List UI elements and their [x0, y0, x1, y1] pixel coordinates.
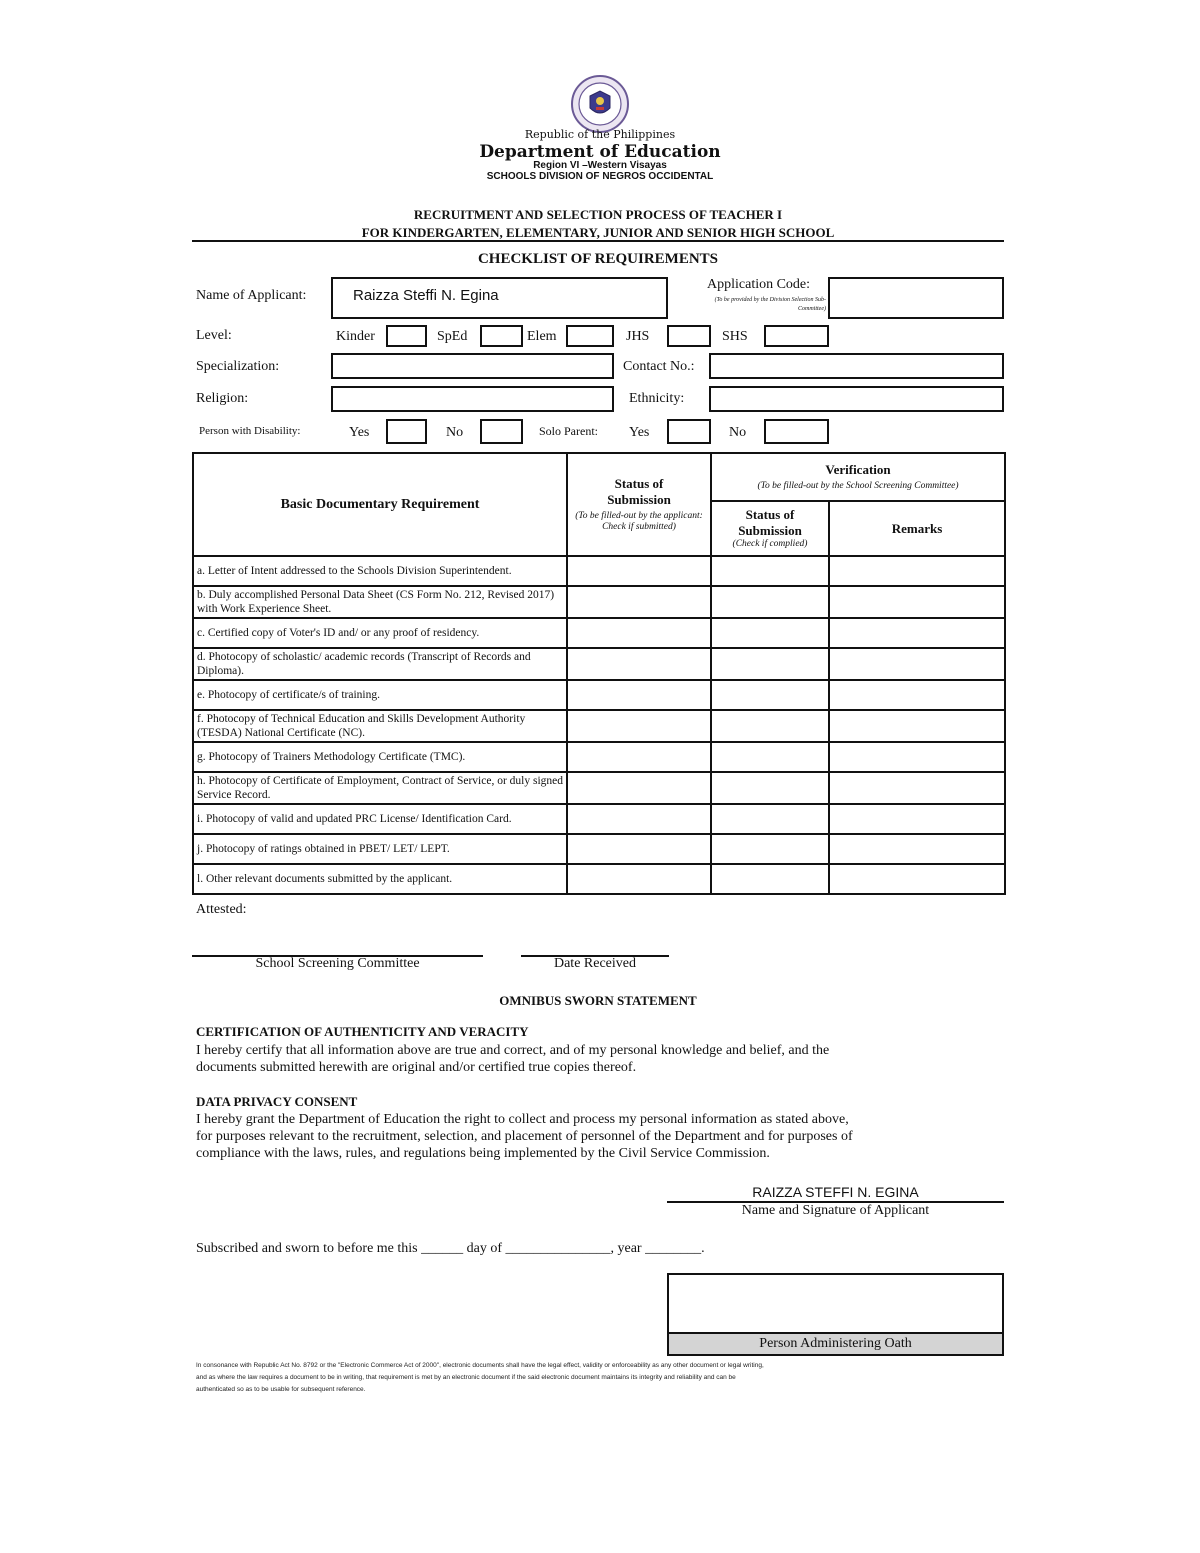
verification-status-cell[interactable] — [711, 710, 829, 742]
title-line-2: FOR KINDERGARTEN, ELEMENTARY, JUNIOR AND SENIOR HIGH SCHOOL — [361, 225, 835, 240]
privacy-heading: DATA PRIVACY CONSENT — [196, 1094, 358, 1109]
verification-status-cell[interactable] — [711, 864, 829, 894]
specialization-field[interactable] — [331, 353, 614, 379]
religion-field[interactable] — [331, 386, 614, 412]
applicant-signature-name: RAIZZA STEFFI N. EGINA — [752, 1184, 919, 1200]
level-sped-label: SpEd — [437, 329, 468, 344]
contact-label: Contact No.: — [623, 359, 695, 374]
solo-yes-box[interactable] — [667, 419, 711, 444]
attested-label: Attested: — [196, 902, 247, 917]
privacy-line-2: for purposes relevant to the recruitment, selection, and placement of personnel of the Department and for purposes of — [196, 1129, 853, 1144]
ethnicity-label: Ethnicity: — [629, 391, 685, 406]
republic-text: Republic of the Philippines — [524, 128, 676, 141]
applicant-status-cell[interactable] — [567, 586, 711, 618]
cert-line-1: I hereby certify that all information above are true and correct, and of my personal knowledge and belief, and the — [196, 1043, 830, 1058]
verification-status-cell[interactable] — [711, 772, 829, 804]
applicant-status-cell[interactable] — [567, 556, 711, 586]
applicant-status-cell[interactable] — [567, 772, 711, 804]
applicant-status-cell[interactable] — [567, 804, 711, 834]
applicant-status-cell[interactable] — [567, 864, 711, 894]
verification-status-cell[interactable] — [711, 648, 829, 680]
col-remarks-header: Remarks — [829, 501, 1005, 556]
level-jhs-box[interactable] — [667, 325, 711, 347]
requirement-row — [193, 586, 1005, 618]
solo-parent-label: Solo Parent: — [539, 424, 598, 438]
level-shs-label: SHS — [722, 329, 748, 344]
requirement-text: j. Photocopy of ratings obtained in PBET/ LET/ LEPT. — [193, 834, 567, 864]
title-rule — [192, 240, 1004, 242]
signature-caption: Name and Signature of Applicant — [741, 1203, 930, 1218]
requirement-row — [193, 618, 1005, 648]
remarks-cell[interactable] — [829, 834, 1005, 864]
applicant-status-cell[interactable] — [567, 618, 711, 648]
requirement-row — [193, 742, 1005, 772]
requirement-row — [193, 772, 1005, 804]
ethnicity-field[interactable] — [709, 386, 1004, 412]
requirement-text: l. Other relevant documents submitted by the applicant. — [193, 864, 567, 894]
footer-line-2: and as where the law requires a document to be in writing, that requirement is met by an electronic document if the said electronic document maintains its integrity and reliability and can be — [196, 1374, 736, 1381]
verification-status-cell[interactable] — [711, 680, 829, 710]
privacy-line-1: I hereby grant the Department of Education the right to collect and process my personal information as stated above, — [196, 1112, 849, 1127]
col-ver-status-header: Status of Submission (Check if complied) — [711, 501, 829, 556]
verification-status-cell[interactable] — [711, 586, 829, 618]
requirement-text: d. Photocopy of scholastic/ academic records (Transcript of Records and Diploma). — [193, 648, 567, 680]
remarks-cell[interactable] — [829, 680, 1005, 710]
remarks-cell[interactable] — [829, 710, 1005, 742]
requirement-row — [193, 710, 1005, 742]
remarks-cell[interactable] — [829, 586, 1005, 618]
cert-heading: CERTIFICATION OF AUTHENTICITY AND VERACITY — [196, 1024, 529, 1039]
app-code-label: Application Code: — [707, 277, 811, 292]
level-kinder-label: Kinder — [336, 329, 375, 344]
app-code-note: (To be provided by the Division Selection Sub-Committee) — [714, 297, 826, 312]
requirement-text: g. Photocopy of Trainers Methodology Certificate (TMC). — [193, 742, 567, 772]
remarks-cell[interactable] — [829, 804, 1005, 834]
deped-seal-icon — [570, 74, 630, 134]
remarks-cell[interactable] — [829, 742, 1005, 772]
omnibus-title: OMNIBUS SWORN STATEMENT — [499, 993, 697, 1008]
contact-field[interactable] — [709, 353, 1004, 379]
pwd-yes-box[interactable] — [386, 419, 427, 444]
title-line-1: RECRUITMENT AND SELECTION PROCESS OF TEACHER I — [413, 207, 783, 222]
applicant-status-cell[interactable] — [567, 710, 711, 742]
requirement-row — [193, 648, 1005, 680]
level-elem-box[interactable] — [566, 325, 614, 347]
verification-status-cell[interactable] — [711, 804, 829, 834]
remarks-cell[interactable] — [829, 864, 1005, 894]
level-jhs-label: JHS — [626, 329, 650, 344]
requirement-text: c. Certified copy of Voter's ID and/ or any proof of residency. — [193, 618, 567, 648]
requirement-text: i. Photocopy of valid and updated PRC License/ Identification Card. — [193, 804, 567, 834]
verification-status-cell[interactable] — [711, 618, 829, 648]
level-sped-box[interactable] — [480, 325, 523, 347]
division-text: SCHOOLS DIVISION OF NEGROS OCCIDENTAL — [486, 171, 714, 182]
requirement-text: b. Duly accomplished Personal Data Sheet (CS Form No. 212, Revised 2017) with Work Experience Sheet. — [193, 586, 567, 618]
remarks-cell[interactable] — [829, 648, 1005, 680]
requirement-row — [193, 680, 1005, 710]
privacy-line-3: compliance with the laws, rules, and regulations being implemented by the Civil Service Commission. — [196, 1146, 770, 1161]
name-label: Name of Applicant: — [196, 288, 307, 303]
applicant-status-cell[interactable] — [567, 834, 711, 864]
level-shs-box[interactable] — [764, 325, 829, 347]
pwd-label: Person with Disability: — [199, 425, 301, 437]
applicant-status-cell[interactable] — [567, 648, 711, 680]
requirement-text: h. Photocopy of Certificate of Employment, Contract of Service, or duly signed Service Record. — [193, 772, 567, 804]
requirement-row — [193, 804, 1005, 834]
requirements-table — [192, 452, 1006, 895]
solo-no-label: No — [729, 425, 747, 440]
footer-line-1: In consonance with Republic Act No. 8792 or the "Electronic Commerce Act of 2000", electronic documents shall have the legal effect, validity or enforceability as any other document or legal writing, — [196, 1362, 764, 1369]
footer-line-3: authenticated so as to be usable for subsequent reference. — [196, 1386, 366, 1393]
solo-no-box[interactable] — [764, 419, 829, 444]
oath-caption: Person Administering Oath — [669, 1332, 1002, 1354]
level-label: Level: — [196, 328, 232, 343]
pwd-no-label: No — [446, 425, 464, 440]
requirement-row — [193, 834, 1005, 864]
applicant-status-cell[interactable] — [567, 680, 711, 710]
cert-line-2: documents submitted herewith are original and/or certified true copies thereof. — [196, 1060, 637, 1075]
department-text: Department of Education — [479, 142, 721, 162]
checklist-title: CHECKLIST OF REQUIREMENTS — [477, 251, 719, 267]
col-verification-header: Verification (To be filled-out by the School Screening Committee) — [711, 453, 1005, 501]
level-kinder-box[interactable] — [386, 325, 427, 347]
applicant-status-cell[interactable] — [567, 742, 711, 772]
col-status-header: Status of Submission (To be filled-out by the applicant: Check if submitted) — [567, 453, 711, 556]
specialization-label: Specialization: — [196, 359, 280, 374]
name-field[interactable] — [331, 277, 668, 319]
remarks-cell[interactable] — [829, 772, 1005, 804]
app-code-field[interactable] — [828, 277, 1004, 319]
pwd-no-box[interactable] — [480, 419, 523, 444]
religion-label: Religion: — [196, 391, 249, 406]
verification-status-cell[interactable] — [711, 556, 829, 586]
pwd-yes-label: Yes — [349, 425, 370, 440]
verification-status-cell[interactable] — [711, 742, 829, 772]
subscribed-line: Subscribed and sworn to before me this ______ day of _______________, year ________. — [196, 1241, 705, 1256]
col-doc-header: Basic Documentary Requirement — [193, 453, 567, 556]
requirement-text: e. Photocopy of certificate/s of training. — [193, 680, 567, 710]
remarks-cell[interactable] — [829, 618, 1005, 648]
requirement-row — [193, 556, 1005, 586]
committee-caption: School Screening Committee — [255, 956, 420, 971]
region-text: Region VI –Western Visayas — [533, 160, 667, 171]
solo-yes-label: Yes — [629, 425, 650, 440]
name-value: Raizza Steffi N. Egina — [353, 287, 499, 304]
requirement-row — [193, 864, 1005, 894]
requirement-text: f. Photocopy of Technical Education and Skills Development Authority (TESDA) National Certificate (NC). — [193, 710, 567, 742]
date-received-caption: Date Received — [553, 956, 636, 971]
requirement-text: a. Letter of Intent addressed to the Schools Division Superintendent. — [193, 556, 567, 586]
level-elem-label: Elem — [527, 329, 557, 344]
oath-box[interactable] — [667, 1273, 1004, 1356]
remarks-cell[interactable] — [829, 556, 1005, 586]
verification-status-cell[interactable] — [711, 834, 829, 864]
